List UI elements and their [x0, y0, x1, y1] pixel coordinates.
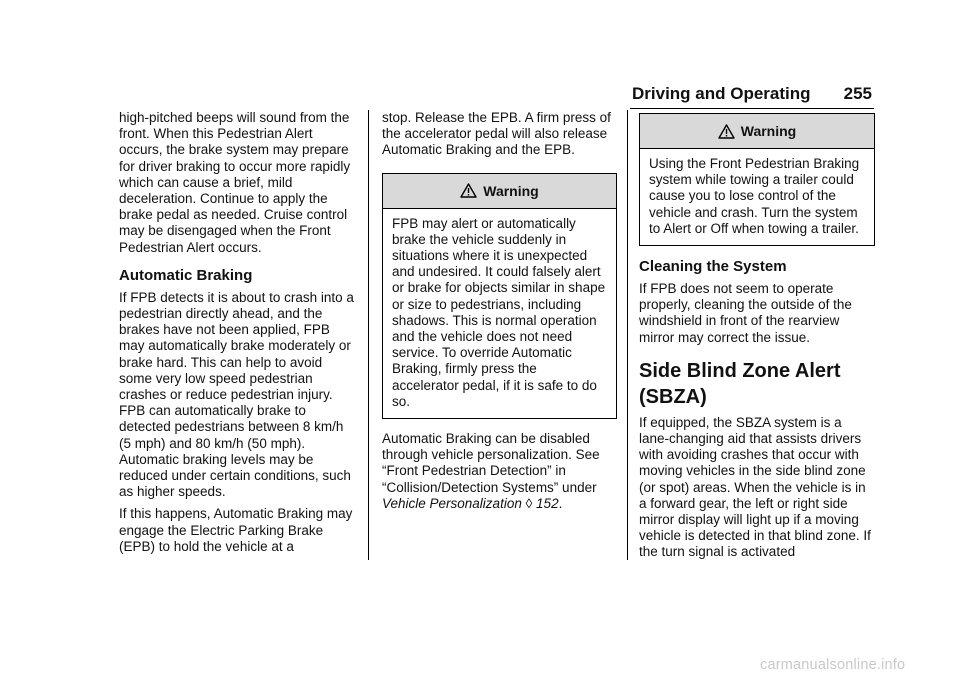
paragraph: high-pitched beeps will sound from the front. When this Pedestrian Alert occurs, the brake system may prepare for driver braking to occur more rapidly which can cause a brief, mild deceleration. Continue to apply the brake pedal as needed. Cruise control may be disengaged when the Front Pedestrian Alert occurs. — [119, 110, 351, 255]
warning-text: Using the Front Pedestrian Braking system while towing a trailer could cause you to lose control of the vehicle and crash. Turn the system to Alert or Off when towing a trailer. — [649, 156, 860, 236]
column-1 — [119, 110, 357, 561]
paragraph-end: . — [558, 495, 563, 511]
warning-header — [640, 114, 874, 149]
paragraph: If this happens, Automatic Braking may engage the Electric Parking Brake (EPB) to hold the vehicle at a — [119, 506, 353, 554]
paragraph: If FPB does not seem to operate properly, cleaning the outside of the windshield in front of the rearview mirror may correct the issue. — [639, 281, 852, 345]
column-divider — [368, 110, 369, 560]
warning-triangle-icon — [718, 124, 735, 139]
page-ref-icon: ◊ — [525, 495, 533, 511]
section-heading: Cleaning the System — [639, 258, 787, 276]
paragraph-text: Automatic Braking can be disabled through vehicle personalization. See “Front Pedestrian Detection” in “Collision/Detection Systems” under — [382, 431, 600, 495]
page-ref-number[interactable]: 152 — [536, 495, 559, 511]
page-number: 255 — [843, 84, 872, 103]
warning-triangle-icon — [460, 183, 477, 198]
page-header — [580, 82, 872, 106]
warning-header — [383, 174, 616, 209]
warning-text: FPB may alert or automatically brake the vehicle suddenly in situations where it is unexpected and undesired. It could falsely alert or brake for objects similar in shape or size to pedestrians, including shadows. This is normal operation and the vehicle does not need service. To override Automatic Braking, firmly press the accelerator pedal, if it is safe to do so. — [392, 215, 606, 409]
section-title: Driving and Operating — [632, 84, 811, 103]
warning-box — [639, 113, 875, 246]
warning-body — [383, 209, 616, 418]
section-heading: Automatic Braking — [119, 266, 253, 284]
site-watermark: carmanualsonline.info — [760, 657, 906, 673]
header-rule — [630, 108, 874, 109]
warning-title: Warning — [740, 123, 797, 139]
warning-box — [382, 173, 617, 419]
warning-body — [640, 149, 874, 245]
chapter-heading: Side Blind Zone Alert (SBZA) — [639, 359, 841, 408]
paragraph: If FPB detects it is about to crash into a pedestrian directly ahead, and the brakes have not been applied, FPB may automatically brake moderately or brake hard. This can help to avoid some very low speed pedestrian crashes or reduce pedestrian injury. FPB can automatically brake to detected pedestrians between 8 km/h (5 mph) and 80 km/h (50 mph). Automatic braking levels may be reduced under certain conditions, such as higher speeds. — [119, 289, 354, 500]
paragraph: If equipped, the SBZA system is a lane-changing aid that assists drivers with avoiding crashes that occur with moving vehicles in the side blind zone (or spot) areas. When the vehicle is in a forward gear, the left or right side mirror display will light up if a moving vehicle is detected in that blind zone. If the turn signal is activated — [639, 414, 871, 560]
paragraph — [382, 431, 617, 512]
warning-title: Warning — [483, 182, 539, 199]
column-2 — [382, 110, 617, 518]
column-divider — [627, 110, 628, 560]
cross-reference-link[interactable]: Vehicle Personalization — [382, 495, 522, 511]
paragraph: stop. Release the EPB. A firm press of the accelerator pedal will also release Automatic Braking and the EPB. — [382, 110, 611, 158]
column-3 — [639, 110, 875, 567]
